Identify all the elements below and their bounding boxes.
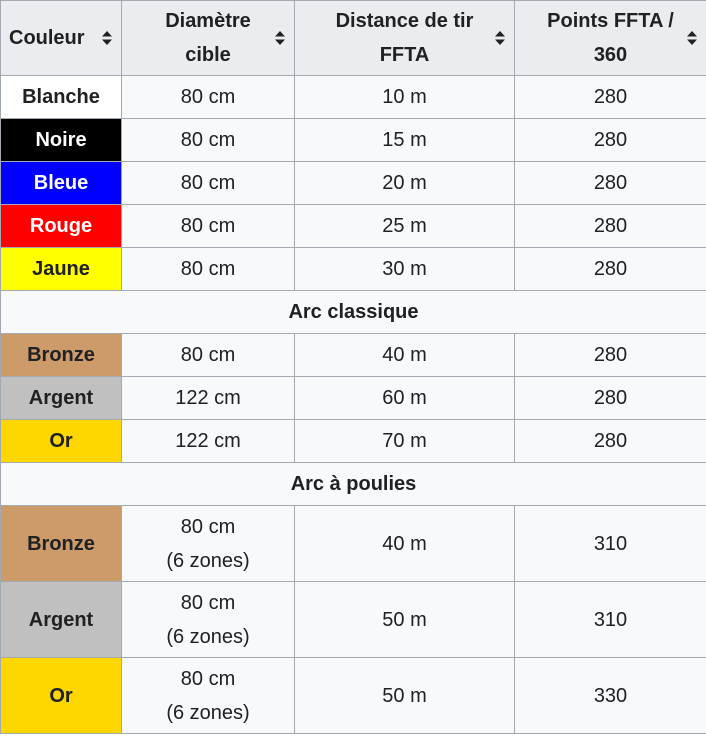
color-cell: Blanche xyxy=(1,76,122,119)
header-couleur[interactable] xyxy=(1,1,122,76)
sort-updown-icon[interactable] xyxy=(686,30,698,46)
diameter-cell xyxy=(122,506,295,582)
distance-cell: 40 m xyxy=(295,506,515,582)
points-cell: 280 xyxy=(515,76,706,119)
diameter-cell: 80 cm xyxy=(122,205,295,248)
header-diametre-cible[interactable] xyxy=(122,1,295,76)
distance-cell: 50 m xyxy=(295,582,515,658)
diameter-cell: 122 cm xyxy=(122,420,295,463)
points-cell: 310 xyxy=(515,506,706,582)
distance-cell: 50 m xyxy=(295,658,515,734)
table-row xyxy=(1,76,706,119)
diameter-note: (6 zones) xyxy=(166,549,250,572)
distance-cell: 30 m xyxy=(295,248,515,291)
color-cell: Rouge xyxy=(1,205,122,248)
table-row xyxy=(1,334,706,377)
diameter-cell xyxy=(122,658,295,734)
table-row xyxy=(1,248,706,291)
section-row xyxy=(1,463,706,506)
color-cell: Argent xyxy=(1,377,122,420)
table-body xyxy=(1,76,706,734)
table-row xyxy=(1,119,706,162)
points-cell: 280 xyxy=(515,162,706,205)
sort-updown-icon[interactable] xyxy=(494,30,506,46)
header-label-wrap xyxy=(165,4,251,72)
diameter-cell: 80 cm xyxy=(122,119,295,162)
diameter-value: 80 cm xyxy=(180,591,236,614)
sort-updown-icon[interactable] xyxy=(274,30,286,46)
points-cell: 280 xyxy=(515,119,706,162)
distance-cell: 70 m xyxy=(295,420,515,463)
header-points-ffta[interactable] xyxy=(515,1,706,76)
points-cell: 280 xyxy=(515,205,706,248)
table-header xyxy=(1,1,706,76)
points-cell: 330 xyxy=(515,658,706,734)
distance-cell: 15 m xyxy=(295,119,515,162)
table-row xyxy=(1,582,706,658)
points-cell: 310 xyxy=(515,582,706,658)
table-row xyxy=(1,420,706,463)
section-row xyxy=(1,291,706,334)
header-distance-tir[interactable] xyxy=(295,1,515,76)
points-cell: 280 xyxy=(515,420,706,463)
table-row xyxy=(1,162,706,205)
header-label: Couleur xyxy=(9,27,85,49)
diameter-note: (6 zones) xyxy=(166,701,250,724)
diameter-cell: 80 cm xyxy=(122,334,295,377)
header-label: FFTA xyxy=(379,44,430,66)
header-label-wrap xyxy=(547,4,674,72)
color-cell: Bronze xyxy=(1,334,122,377)
distance-cell: 40 m xyxy=(295,334,515,377)
header-label: Distance de tir xyxy=(335,10,474,32)
header-label-wrap xyxy=(336,4,474,72)
color-cell: Or xyxy=(1,420,122,463)
distance-cell: 20 m xyxy=(295,162,515,205)
distance-cell: 10 m xyxy=(295,76,515,119)
diameter-cell: 122 cm xyxy=(122,377,295,420)
color-cell: Bleue xyxy=(1,162,122,205)
points-cell: 280 xyxy=(515,334,706,377)
sort-updown-icon[interactable] xyxy=(101,30,113,46)
color-cell: Noire xyxy=(1,119,122,162)
color-cell: Argent xyxy=(1,582,122,658)
distance-cell: 25 m xyxy=(295,205,515,248)
header-label: cible xyxy=(185,44,231,66)
distance-cell: 60 m xyxy=(295,377,515,420)
diameter-cell: 80 cm xyxy=(122,248,295,291)
diameter-cell xyxy=(122,582,295,658)
diameter-value: 80 cm xyxy=(180,515,236,538)
header-label: 360 xyxy=(593,44,628,66)
diameter-cell: 80 cm xyxy=(122,162,295,205)
table-row xyxy=(1,377,706,420)
section-title: Arc à poulies xyxy=(1,463,706,506)
diameter-value: 80 cm xyxy=(180,667,236,690)
points-cell: 280 xyxy=(515,377,706,420)
section-title: Arc classique xyxy=(1,291,706,334)
color-cell: Bronze xyxy=(1,506,122,582)
color-cell: Or xyxy=(1,658,122,734)
table-row xyxy=(1,205,706,248)
table-row xyxy=(1,658,706,734)
color-cell: Jaune xyxy=(1,248,122,291)
header-row xyxy=(1,1,706,76)
header-label: Diamètre xyxy=(165,10,251,32)
diameter-note: (6 zones) xyxy=(166,625,250,648)
table-row xyxy=(1,506,706,582)
points-cell: 280 xyxy=(515,248,706,291)
diameter-cell: 80 cm xyxy=(122,76,295,119)
header-label: Points FFTA / xyxy=(547,10,674,32)
